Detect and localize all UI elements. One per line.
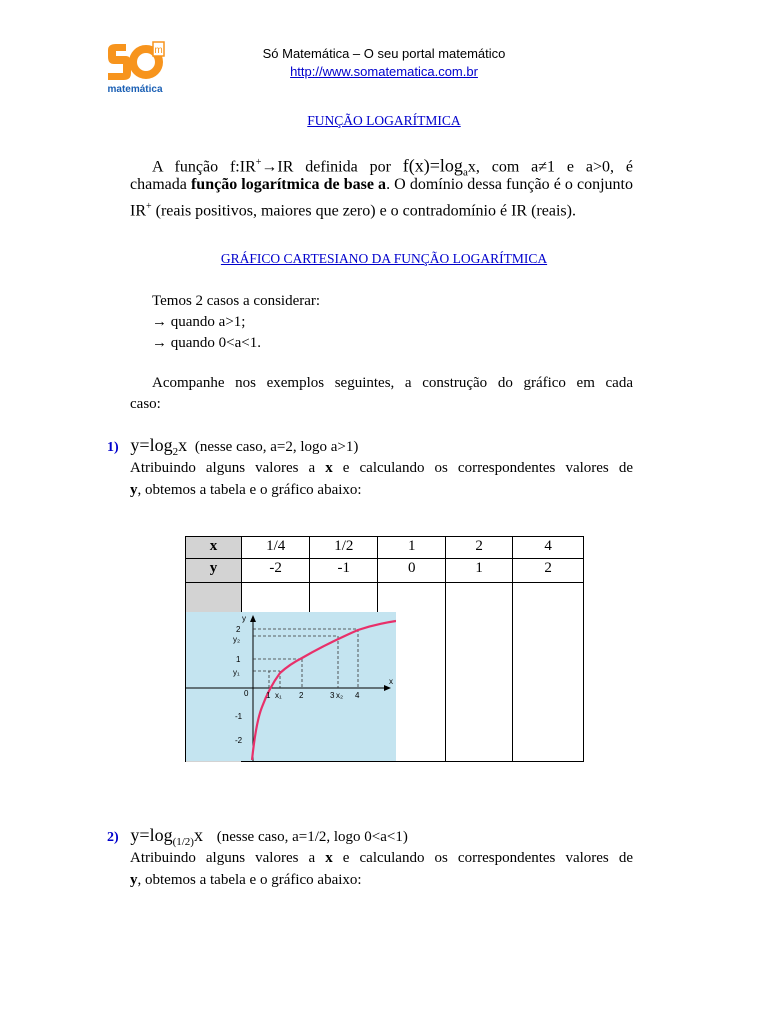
equation: y=log (130, 435, 173, 455)
table-cell: 1 (378, 537, 446, 559)
equation-var: x (178, 435, 188, 455)
tick-label: 1 (266, 691, 271, 700)
intro-text: IR definida por (277, 158, 403, 176)
example-2-desc-line-1 (130, 847, 633, 869)
equation-note: (nesse caso, a=2, logo a>1) (194, 439, 359, 455)
intro-text: (reais positivos, maiores que zero) e o contradomínio é IR (reais). (151, 202, 576, 220)
log-base: a (462, 166, 468, 179)
follow-text: Acompanhe nos exemplos seguintes, a construção do gráfico em cada (152, 375, 633, 391)
arrow-icon: → (152, 314, 167, 330)
table-cell: 1 (446, 559, 513, 583)
bold-var: y (130, 482, 138, 498)
equation-note: (nesse caso, a=1/2, logo 0<a<1) (216, 829, 408, 845)
table-cell: 4 (513, 537, 584, 559)
table-blank-cell (513, 583, 584, 762)
table-cell: 1/2 (310, 537, 378, 559)
table-cell: 0 (378, 559, 446, 583)
table-row-y (186, 559, 584, 583)
tick-label: x₂ (336, 691, 344, 700)
table-header-y: y (186, 559, 242, 583)
case-item-1 (152, 311, 245, 333)
equation-var: x (193, 825, 203, 845)
example-number: 1) (107, 440, 119, 455)
table-cell: 1/4 (242, 537, 310, 559)
bold-var: x (325, 850, 333, 866)
log2-graph (186, 612, 396, 761)
table-row-x (186, 537, 584, 559)
example-1-desc-line-2 (130, 479, 362, 501)
table-cell: 2 (513, 559, 584, 583)
superscript: + (146, 201, 152, 212)
intro-text: chamada (130, 176, 191, 193)
desc-text: , obtemos a tabela e o gráfico abaixo: (137, 872, 362, 888)
tick-label: x₁ (275, 691, 282, 700)
intro-line-2 (130, 174, 633, 196)
tick-label: 4 (355, 691, 360, 700)
desc-text: Atribuindo alguns valores a (130, 850, 326, 866)
tick-label: 2 (299, 691, 304, 700)
intro-text: IR (130, 202, 146, 220)
tick-label: -2 (235, 736, 243, 745)
bold-term: função logarítmica de base a (190, 176, 387, 193)
log-base: (1/2) (172, 836, 194, 848)
intro-text: . O domínio dessa função é o conjunto (386, 176, 633, 193)
example-2-desc-line-2 (130, 869, 362, 891)
desc-text: e calculando os correspondentes valores de (332, 850, 633, 866)
example-number: 2) (107, 830, 119, 845)
bold-var: x (325, 460, 333, 476)
intro-text: x, com a≠1 e a>0, é (467, 158, 633, 176)
y-axis-label: y (242, 614, 246, 623)
bold-var: y (130, 872, 138, 888)
table-cell: -2 (242, 559, 310, 583)
tick-label: 3 (330, 691, 335, 700)
intro-text: A função f:IR (152, 158, 256, 176)
follow-line-2: caso: (130, 396, 161, 412)
graph-svg (186, 612, 396, 761)
case-item-2 (152, 332, 261, 354)
tick-label: 1 (236, 655, 241, 664)
log-base: 2 (172, 446, 179, 458)
desc-text: , obtemos a tabela e o gráfico abaixo: (137, 482, 362, 498)
example-1-desc-line-1 (130, 457, 633, 479)
x-axis-label: x (389, 677, 393, 686)
cases-lead: Temos 2 casos a considerar: (152, 293, 321, 309)
section-title[interactable]: GRÁFICO CARTESIANO DA FUNÇÃO LOGARÍTMICA (220, 251, 548, 266)
intro-line-3 (130, 196, 633, 222)
svg-text:m: m (154, 45, 163, 56)
follow-line-1 (130, 372, 633, 394)
table-cell: -1 (310, 559, 378, 583)
case-text: quando 0<a<1. (167, 335, 261, 351)
arrow-icon: → (152, 335, 167, 351)
logo-text: matemática (107, 84, 163, 95)
tick-label: -1 (235, 712, 243, 721)
equation: y=log (130, 825, 173, 845)
tick-label: y₁ (233, 668, 240, 677)
case-text: quando a>1; (167, 314, 246, 330)
tick-label: y₂ (233, 635, 241, 644)
graph-background (186, 612, 396, 761)
table-blank-cell (446, 583, 513, 762)
desc-text: Atribuindo alguns valores a (130, 460, 326, 476)
arrow-symbol: → (261, 158, 278, 176)
tick-label: 2 (236, 625, 241, 634)
site-url-link[interactable]: http://www.somatematica.com.br (290, 64, 478, 79)
superscript: + (255, 157, 262, 168)
site-title: Só Matemática – O seu portal matemático (262, 46, 506, 61)
function-formula: f(x)=log (402, 155, 463, 176)
tick-label: 0 (244, 689, 249, 698)
page-title[interactable]: FUNÇÃO LOGARÍTMICA (307, 113, 461, 128)
desc-text: e calculando os correspondentes valores de (332, 460, 633, 476)
table-header-x: x (186, 537, 242, 559)
table-cell: 2 (446, 537, 513, 559)
